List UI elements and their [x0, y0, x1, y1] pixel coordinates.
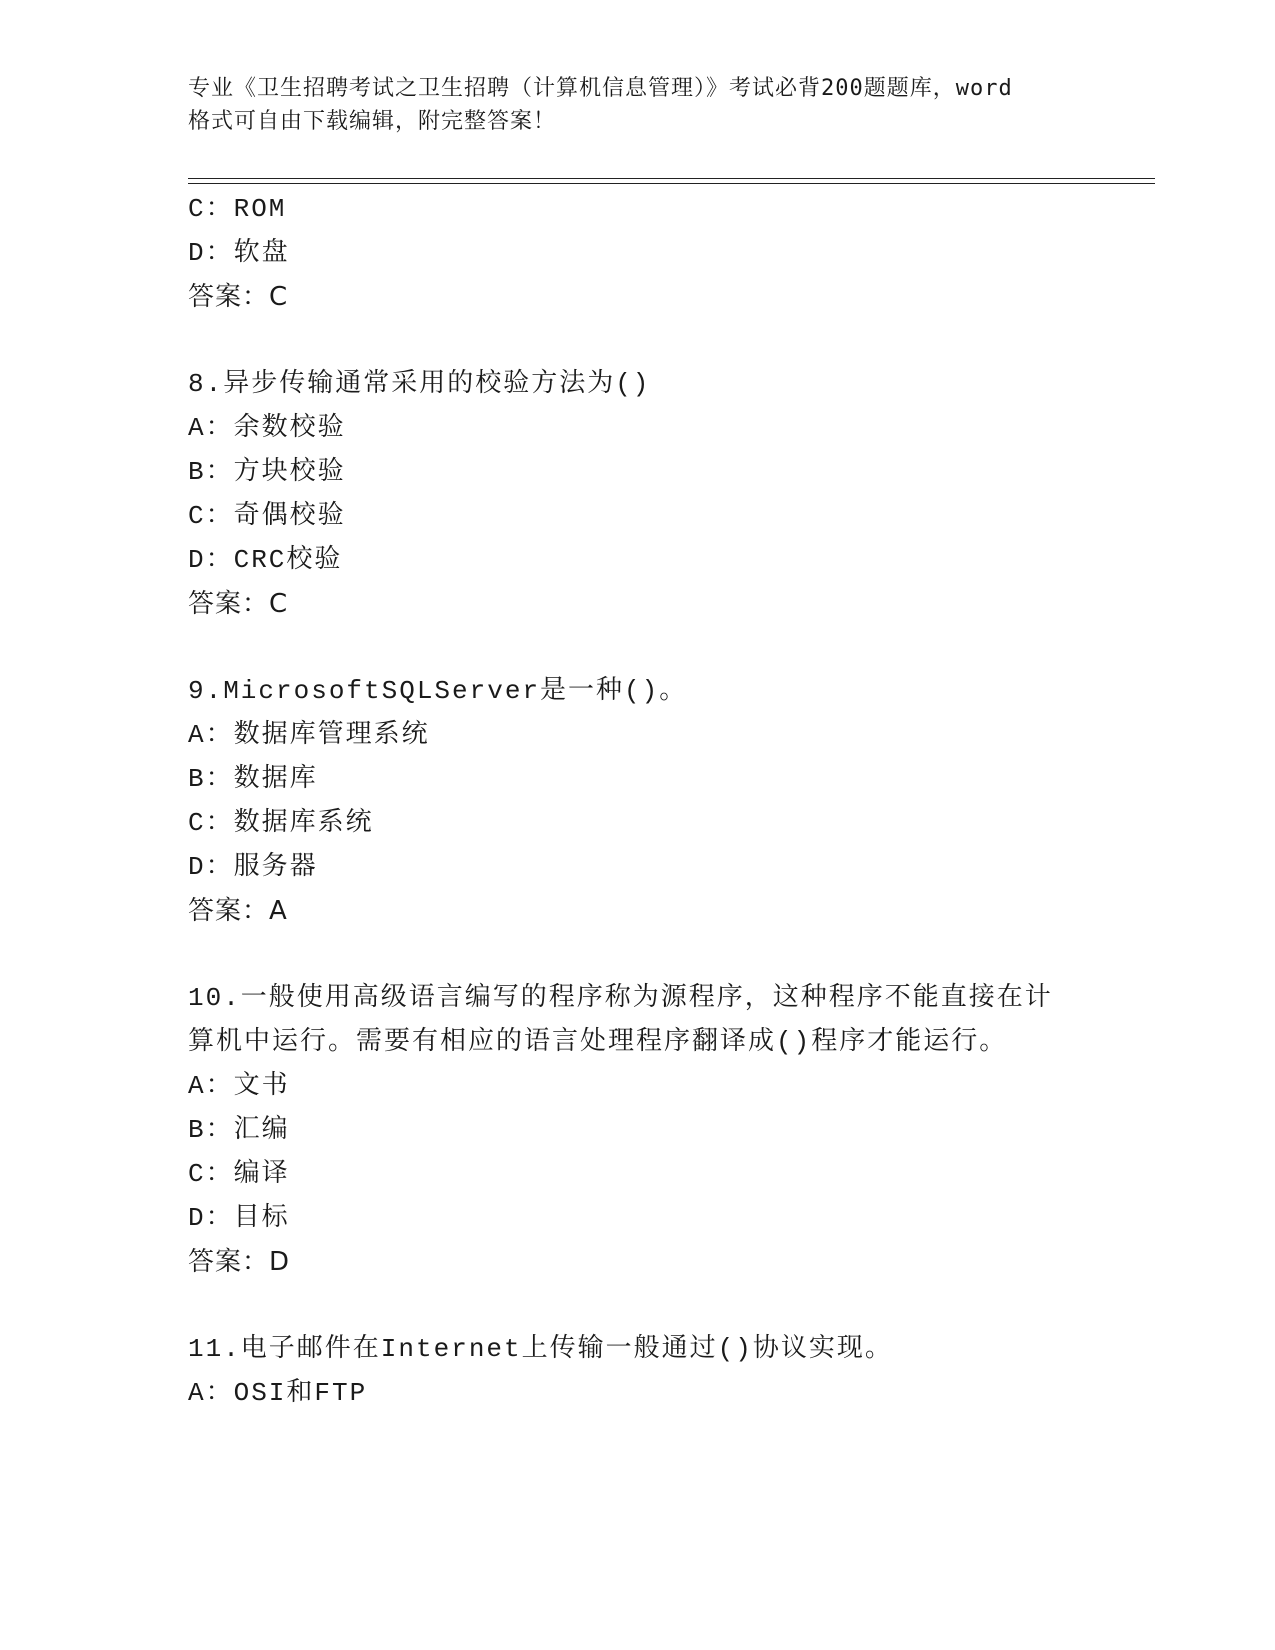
question-10-option-d: D：目标 [188, 1203, 290, 1233]
question-11-option-a: A：OSI和FTP [188, 1378, 368, 1408]
question-8-option-d: D：CRC校验 [188, 545, 343, 575]
question-8-option-a: A：余数校验 [188, 413, 346, 443]
document-header [188, 72, 1088, 138]
header-divider-bottom [188, 183, 1155, 184]
question-10-option-a: A：文书 [188, 1071, 290, 1101]
question-9-option-d: D：服务器 [188, 852, 318, 882]
question-10-stem-line-2: 算机中运行。需要有相应的语言处理程序翻译成()程序才能运行。 [188, 1027, 1008, 1057]
question-8-answer: 答案：C [188, 589, 289, 619]
header-title-line-1: 专业《卫生招聘考试之卫生招聘（计算机信息管理）》考试必背200题题库，word [188, 76, 1013, 101]
question-9-option-a: A：数据库管理系统 [188, 720, 430, 750]
question-8-stem: 8.异步传输通常采用的校验方法为() [188, 369, 651, 399]
question-9-option-c: C：数据库系统 [188, 808, 374, 838]
option-d: D：软盘 [188, 238, 290, 268]
question-11-stem: 11.电子邮件在Internet上传输一般通过()协议实现。 [188, 1334, 893, 1364]
question-8-option-b: B：方块校验 [188, 457, 346, 487]
question-9-stem: 9.MicrosoftSQLServer是一种()。 [188, 676, 688, 706]
option-c: C：ROM [188, 194, 287, 224]
question-10-option-c: C：编译 [188, 1159, 290, 1189]
question-10-stem-line-1: 10.一般使用高级语言编写的程序称为源程序，这种程序不能直接在计 [188, 983, 1053, 1013]
question-9-option-b: B：数据库 [188, 764, 318, 794]
header-divider-top [188, 178, 1155, 179]
question-8-option-c: C：奇偶校验 [188, 501, 346, 531]
answer-line: 答案：C [188, 282, 289, 312]
question-10-option-b: B：汇编 [188, 1115, 290, 1145]
question-9-answer: 答案：A [188, 896, 288, 926]
header-title-line-2: 格式可自由下载编辑，附完整答案！ [188, 109, 557, 134]
question-10-answer: 答案：D [188, 1247, 291, 1277]
